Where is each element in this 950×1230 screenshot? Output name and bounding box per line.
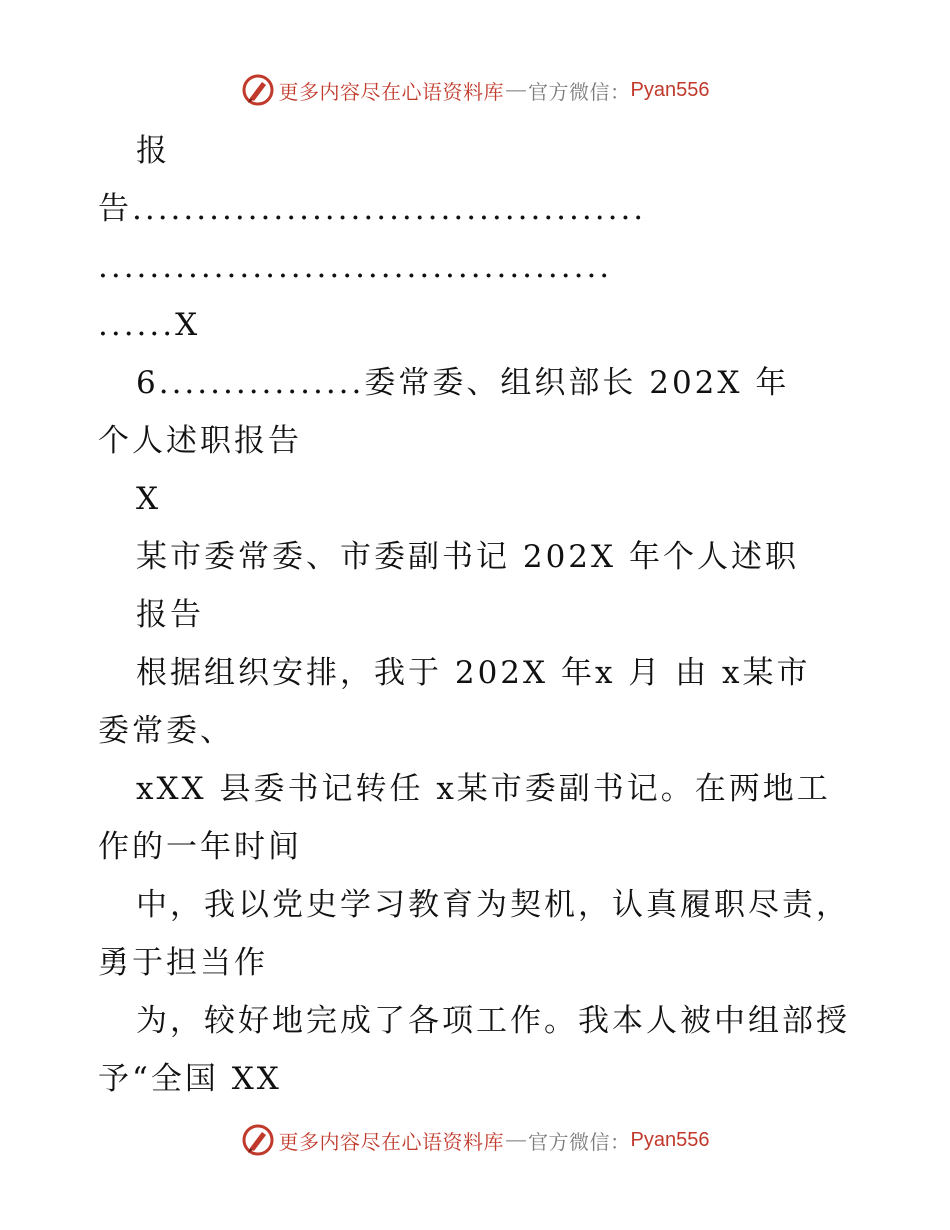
section-title: 某市委常委、市委副书记 202X 年个人述职 (136, 539, 799, 575)
banner-wechat-id: Pyan556 (630, 78, 710, 101)
paragraph-line: 作的一年时间 (98, 829, 302, 865)
document-body (98, 122, 858, 1108)
paragraph-line: 为，较好地完成了各项工作。我本人被中组部授 (136, 1003, 850, 1039)
footer-watermark-banner (0, 1120, 950, 1160)
banner-site-name: 更多内容尽在心语资料库 (278, 1131, 505, 1154)
banner-dash: — (506, 1128, 527, 1151)
banner-site-name: 更多内容尽在心语资料库 (278, 81, 505, 104)
banner-dash: — (506, 78, 527, 101)
paragraph-line: xXX 县委书记转任 x某市委副书记。在两地工 (136, 771, 831, 807)
text-line: ......X (98, 307, 201, 343)
paragraph-line: 根据组织安排，我于 202X 年x 月 由 x某市 (136, 655, 811, 691)
text-line: ........................................ (98, 249, 613, 285)
paragraph-line: 予“全国 XX (98, 1061, 282, 1097)
text-line: 告........................................ (98, 191, 647, 227)
pen-logo-icon (241, 1123, 275, 1157)
banner-wechat-id: Pyan556 (630, 1128, 710, 1151)
paragraph-line: 勇于担当作 (98, 945, 268, 981)
text-line: 报 (136, 133, 170, 169)
banner-wechat-label: 官方微信： (528, 81, 631, 104)
text-line: X (136, 481, 162, 517)
paragraph-line: 中，我以党史学习教育为契机，认真履职尽责， (136, 887, 850, 923)
section-title: 报告 (136, 597, 204, 633)
header-watermark-banner (0, 70, 950, 110)
toc-entry: 6................委常委、组织部长 202X 年 (136, 365, 790, 401)
paragraph-line: 委常委、 (98, 713, 234, 749)
pen-logo-icon (241, 73, 275, 107)
banner-wechat-label: 官方微信： (528, 1131, 631, 1154)
text-line: 个人述职报告 (98, 423, 302, 459)
